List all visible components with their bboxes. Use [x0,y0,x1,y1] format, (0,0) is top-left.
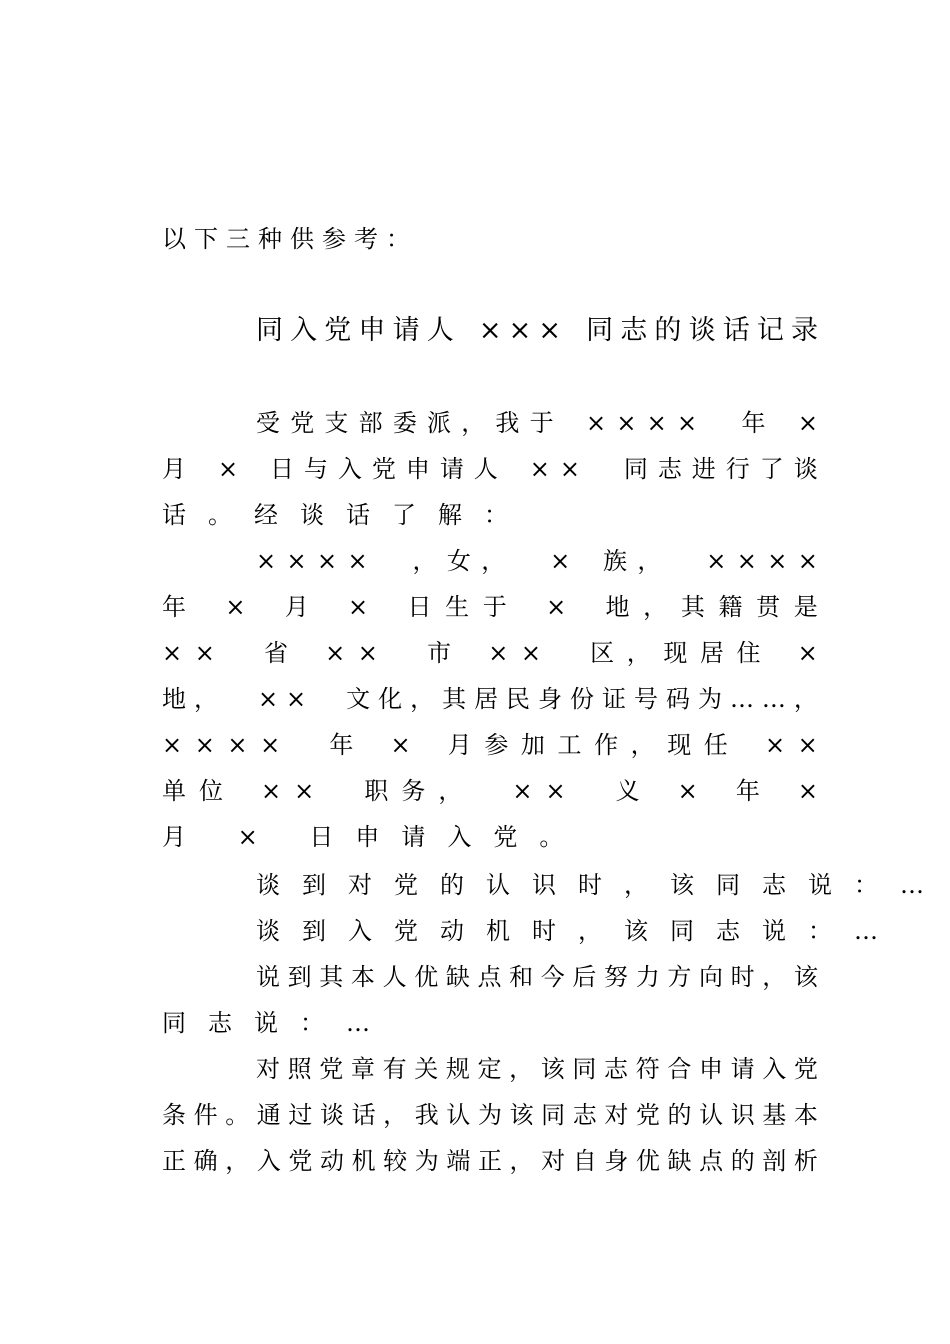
body-line: 条 件 。 通 过 谈 话 ， 我 认 为 该 同 志 对 党 的 认 识 基 本 [162,1101,818,1129]
body-line: × × × × ， 女 ， × 族 ， × × × × [256,547,818,575]
body-line: 同志说：… [162,1009,392,1037]
document-title [256,306,818,356]
title-part-8: × [508,315,532,346]
title-part-15: 记 [756,315,784,346]
body-line: 话。经谈话了解： [162,501,530,529]
title-part-11: 志 [620,315,648,346]
title-part-9: × [538,315,561,346]
body-line: 地 ， × × 文 化 ， 其 居 民 身 份 证 号 码 为 … … ， [162,685,818,713]
body-line: 月 × 日申请入党。 [162,823,586,851]
body-line: 谈到入党动机时，该同志说：… [256,917,900,945]
body-line: 年 × 月 × 日 生 于 × 地 ， 其 籍 贯 是 [162,593,818,621]
body-line: 月 × 日 与 入 党 申 请 人 × × 同 志 进 行 了 谈 [162,455,818,483]
title-part-3: 党 [324,315,352,346]
body-line: × × × × 年 × 月 参 加 工 作 ， 现 任 × × [162,731,818,759]
body-line: 单 位 × × 职 务 ， × × 义 × 年 × [162,777,818,805]
title-part-16: 录 [790,315,818,346]
title-part-2: 入 [290,315,318,346]
body-line: 受 党 支 部 委 派 ， 我 于 × × × × 年 × [256,409,818,437]
title-part-1: 同 [256,315,283,346]
body-line: × × 省 × × 市 × × 区 ， 现 居 住 × [162,639,818,667]
intro-text: 以下三种供参考： [162,225,418,253]
title-part-13: 谈 [688,315,716,346]
title-part-7: × [478,315,502,346]
title-part-14: 话 [722,315,750,346]
title-part-12: 的 [654,315,682,346]
body-line: 正 确 ， 入 党 动 机 较 为 端 正 ， 对 自 身 优 缺 点 的 剖 析 [162,1147,818,1175]
title-part-4: 申 [358,315,386,346]
body-line: 谈到对党的认识时，该同志说：… [256,871,946,899]
title-part-6: 人 [426,315,454,346]
title-part-10: 同 [586,315,614,346]
body-line: 说 到 其 本 人 优 缺 点 和 今 后 努 力 方 向 时 ， 该 [256,963,818,991]
body-line: 对 照 党 章 有 关 规 定 ， 该 同 志 符 合 申 请 入 党 [256,1055,818,1083]
title-part-5: 请 [392,315,420,346]
